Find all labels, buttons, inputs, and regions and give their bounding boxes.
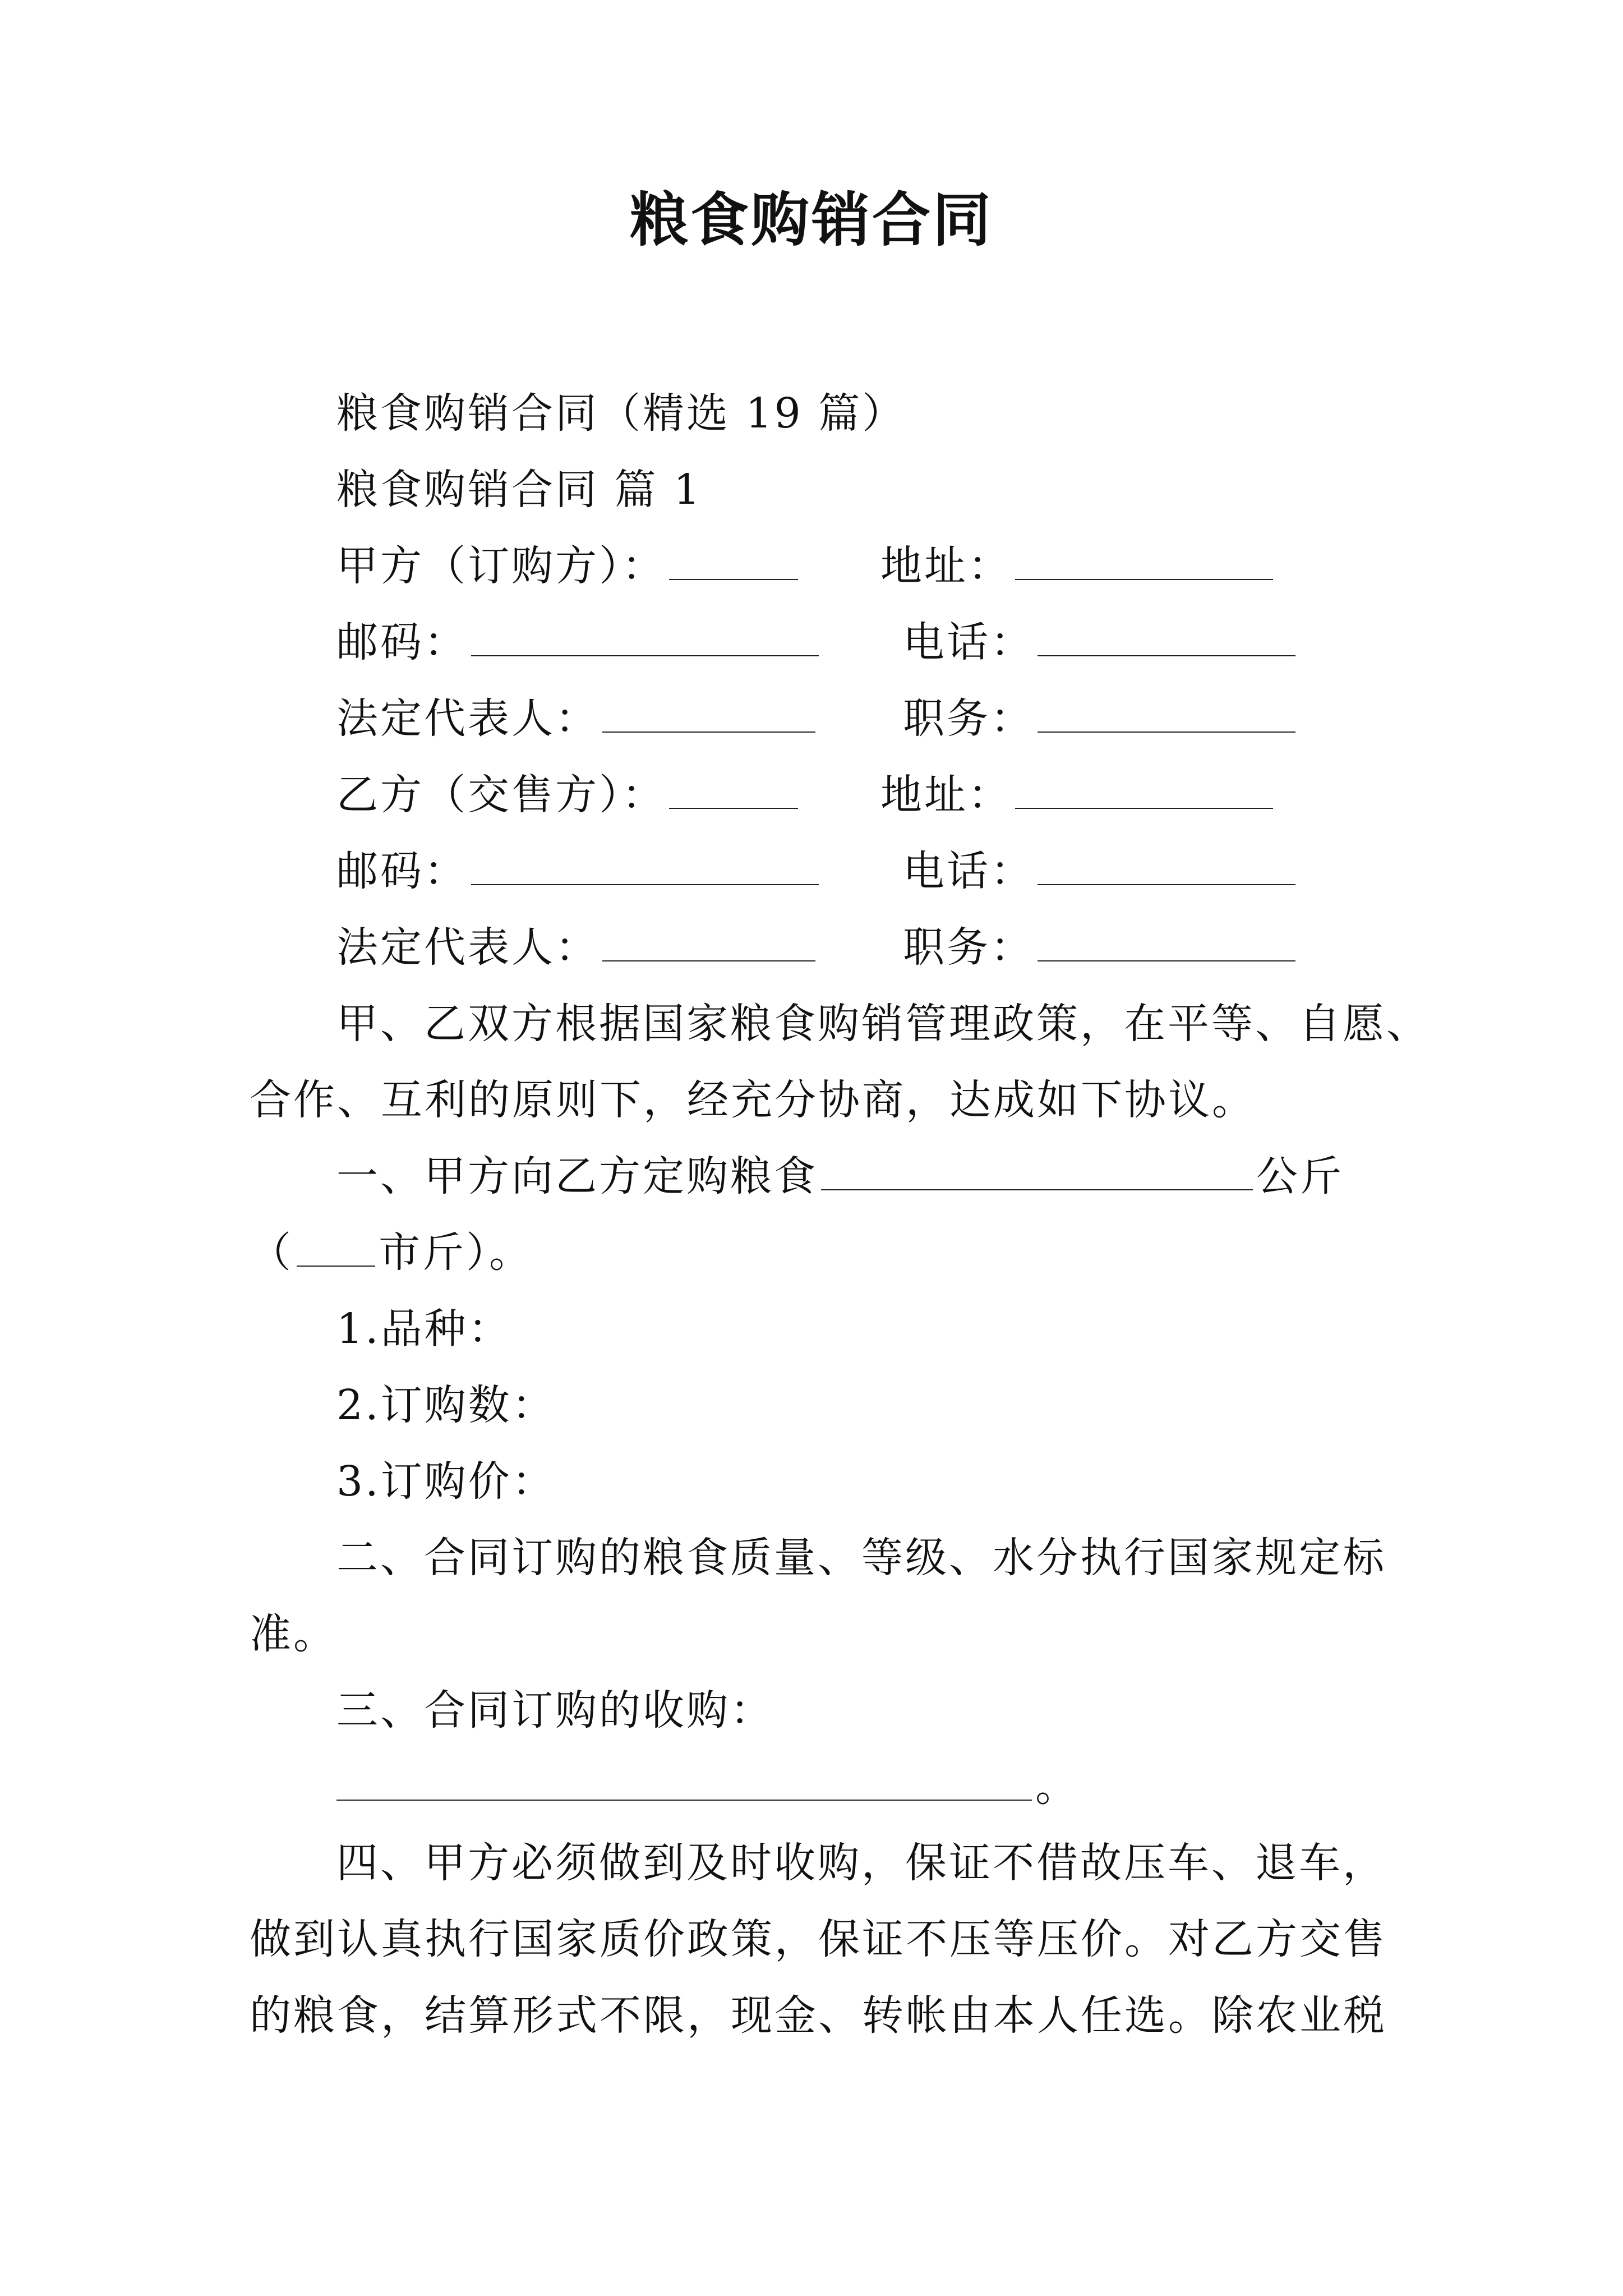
party-a-address-blank xyxy=(1015,570,1273,580)
clause-4-line-2: 做到认真执行国家质价政策，保证不压等压价。对乙方交售 xyxy=(250,1915,1387,1963)
party-b-position-blank xyxy=(1038,952,1295,961)
party-a-postcode-label: 邮码： xyxy=(336,618,468,666)
party-b-name-blank xyxy=(669,799,798,809)
party-b-address-label: 地址： xyxy=(880,771,1012,819)
party-a-position-label: 职务： xyxy=(903,694,1034,743)
clause-1-prefix: 一、甲方向乙方定购粮食 xyxy=(336,1152,818,1200)
clause-1-paren-open: （ xyxy=(250,1228,293,1277)
section-heading: 粮食购销合同 篇 1 xyxy=(336,466,703,514)
party-a-phone-row xyxy=(903,618,1299,666)
party-b-postcode-label: 邮码： xyxy=(336,847,468,895)
party-a-position-blank xyxy=(1038,723,1295,733)
party-b-phone-label: 电话： xyxy=(903,847,1034,895)
party-a-address-row xyxy=(880,542,1276,590)
clause-3-blank-row xyxy=(336,1763,1079,1811)
party-b-address-row xyxy=(880,771,1276,819)
clause-3-line: 三、合同订购的收购： xyxy=(336,1686,774,1734)
item-order-price: 3.订购价： xyxy=(336,1457,556,1506)
item-variety: 1.品种： xyxy=(336,1305,512,1353)
clause-1-jin-blank xyxy=(297,1257,375,1267)
clause-1-unit: 公斤 xyxy=(1256,1152,1344,1200)
party-a-phone-label: 电话： xyxy=(903,618,1034,666)
party-a-phone-blank xyxy=(1038,647,1295,656)
party-b-position-row xyxy=(903,923,1299,972)
item-order-quantity: 2.订购数： xyxy=(336,1381,556,1429)
party-b-row xyxy=(336,771,801,819)
clause-2-line-2: 准。 xyxy=(250,1610,337,1658)
party-a-position-row xyxy=(903,694,1299,743)
clause-1-paren-close: 市斤）。 xyxy=(379,1228,533,1277)
document-title: 粮食购销合同 xyxy=(629,185,993,254)
clause-4-line-1: 四、甲方必须做到及时收购，保证不借故压车、退车， xyxy=(336,1839,1386,1887)
clause-4-line-3: 的粮食，结算形式不限，现金、转帐由本人任选。除农业税 xyxy=(250,1991,1387,2040)
clause-3-purchase-blank xyxy=(336,1791,1032,1801)
party-a-rep-label: 法定代表人： xyxy=(336,694,599,743)
party-a-rep-row xyxy=(336,694,819,743)
intro-paragraph-line-1: 甲、乙双方根据国家粮食购销管理政策，在平等、自愿、 xyxy=(336,1000,1430,1048)
party-b-postcode-row xyxy=(336,847,822,895)
party-a-name-blank xyxy=(669,570,798,580)
clause-3-end: 。 xyxy=(1035,1763,1079,1811)
party-b-rep-label: 法定代表人： xyxy=(336,923,599,972)
party-b-label: 乙方（交售方）： xyxy=(336,771,666,819)
party-a-address-label: 地址： xyxy=(880,542,1012,590)
party-b-address-blank xyxy=(1015,799,1273,809)
party-a-rep-blank xyxy=(602,723,815,733)
clause-1-row-2 xyxy=(250,1228,533,1277)
party-b-rep-blank xyxy=(602,952,815,961)
intro-paragraph-line-2: 合作、互利的原则下，经充分协商，达成如下协议。 xyxy=(250,1076,1256,1124)
party-b-phone-blank xyxy=(1038,876,1295,885)
party-b-postcode-blank xyxy=(471,876,819,885)
document-subtitle: 粮食购销合同（精选 19 篇） xyxy=(336,389,906,438)
party-b-position-label: 职务： xyxy=(903,923,1034,972)
party-b-rep-row xyxy=(336,923,819,972)
party-b-phone-row xyxy=(903,847,1299,895)
clause-1-quantity-blank xyxy=(821,1181,1253,1190)
clause-2-line-1: 二、合同订购的粮食质量、等级、水分执行国家规定标 xyxy=(336,1534,1386,1582)
party-a-row xyxy=(336,542,801,590)
party-a-postcode-blank xyxy=(471,647,819,656)
party-a-postcode-row xyxy=(336,618,822,666)
party-a-label: 甲方（订购方）： xyxy=(336,542,666,590)
clause-1-row xyxy=(336,1152,1344,1200)
